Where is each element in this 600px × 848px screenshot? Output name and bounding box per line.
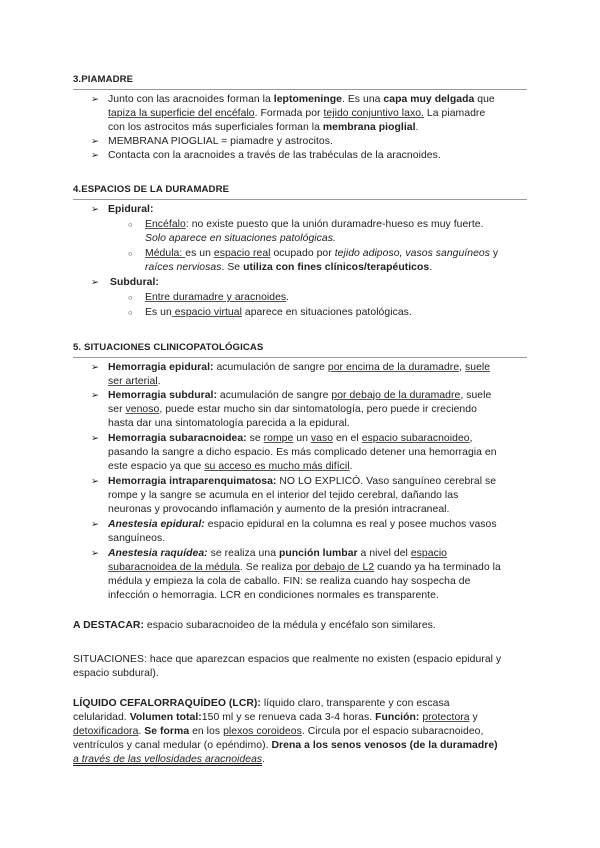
text-line: Hemorragia subaracnoidea: se rompe un vaso en el espacio subaracnoideo, [108, 433, 473, 444]
text-line: Hemorragia intraparenquimatosa: NO LO EXPLICÓ. Vaso sanguíneo cerebral se [108, 476, 497, 487]
arrow-bullet-icon: ➢ [91, 476, 99, 487]
text-line: con los astrocitos más superficiales forman la membrana pioglial. [108, 122, 419, 133]
text-line: Junto con las aracnoides forman la leptomeninge. Es una capa muy delgada que [108, 94, 495, 105]
text-line: tapiza la superficie del encéfalo. Formada por tejido conjuntivo laxo. La piamadre [108, 108, 486, 119]
circle-bullet-icon: ○ [128, 220, 133, 229]
arrow-bullet-icon: ➢ [91, 519, 99, 530]
text-line: ser venoso, puede estar mucho sin dar sintomatología, pero puede ir creciendo [108, 404, 477, 415]
text-line: raíces nerviosas. Se utiliza con fines clínicos/terapéuticos. [145, 262, 433, 273]
subheading-subdural: Subdural: [110, 277, 159, 288]
arrow-bullet-icon: ➢ [91, 204, 99, 215]
destacar-paragraph: A DESTACAR: espacio subaracnoideo de la médula y encéfalo son similares. [73, 620, 436, 631]
text-line: Hemorragia epidural: acumulación de sangre por encima de la duramadre, suele [108, 362, 491, 373]
text-line: hasta dar una sintomatología parecida a la epidural. [108, 418, 350, 429]
text-line: Hemorragia subdural: acumulación de sangre por debajo de la duramadre, suele [108, 390, 492, 401]
text-line: SITUACIONES: hace que aparezcan espacios que realmente no existen (espacio epidural y [73, 654, 502, 665]
text-line: LÍQUIDO CEFALORRAQUÍDEO (LCR): líquido claro, transparente y con escasa [73, 698, 450, 709]
heading-rule [73, 357, 527, 358]
text-line: espacio subdural). [73, 668, 159, 679]
arrow-bullet-icon: ➢ [91, 94, 99, 105]
text-line: médula y empieza la cola de caballo. FIN: se realiza cuando hay sospecha de [108, 576, 471, 587]
text-line: subaracnoidea de la médula. Se realiza por debajo de L2 cuando ya ha terminado la [108, 562, 501, 573]
text-line: Entre duramadre y aracnoides. [145, 292, 290, 303]
text-line: pasando la sangre a dicho espacio. Es más complicado detener una hemorragia en [108, 447, 497, 458]
text-line: infección o hemorragia. LCR en condiciones normales es transparente. [108, 590, 439, 601]
heading-situaciones: 5. SITUACIONES CLINICOPATOLÓGICAS [73, 342, 264, 353]
text-line: celularidad. Volumen total:150 ml y se renueva cada 3-4 horas. Función: protectora y [73, 712, 478, 723]
text-line: este espacio ya que su acceso es mucho más difícil. [108, 461, 353, 472]
text-line: Médula: es un espacio real ocupado por tejido adiposo, vasos sanguíneos y [145, 248, 499, 259]
circle-bullet-icon: ○ [128, 249, 133, 258]
text-line: Encéfalo: no existe puesto que la unión duramadre-hueso es muy fuerte. [145, 219, 484, 230]
heading-piamadre: 3.PIAMADRE [73, 74, 134, 85]
heading-rule [73, 89, 527, 90]
text-line: ventrículos y canal medular (o epéndimo). Drena a los senos venosos (de la duramadre) [73, 740, 498, 751]
text-line: Es un espacio virtual aparece en situaciones patológicas. [145, 307, 412, 318]
arrow-bullet-icon: ➢ [91, 548, 99, 559]
arrow-bullet-icon: ➢ [91, 136, 99, 147]
arrow-bullet-icon: ➢ [91, 150, 99, 161]
circle-bullet-icon: ○ [128, 293, 133, 302]
arrow-bullet-icon: ➢ [91, 362, 99, 373]
text-line: a través de las vellosidades aracnoideas. [73, 754, 266, 765]
text-line: Solo aparece en situaciones patológicas. [145, 233, 336, 244]
text-line: detoxificadora. Se forma en los plexos coroideos. Circula por el espacio subaracnoideo, [73, 726, 484, 737]
text-line: MEMBRANA PIOGLIAL = piamadre y astrocitos. [108, 136, 333, 147]
text-line: ser arterial. [108, 376, 161, 387]
text-line: Contacta con la aracnoides a través de las trabéculas de la aracnoides. [108, 150, 441, 161]
subheading-epidural: Epidural: [108, 204, 154, 215]
text-line: Anestesia epidural: espacio epidural en la columna es real y posee muchos vasos [108, 519, 497, 530]
text-line: sanguíneos. [108, 533, 166, 544]
circle-bullet-icon: ○ [128, 308, 133, 317]
arrow-bullet-icon: ➢ [91, 390, 99, 401]
heading-espacios: 4.ESPACIOS DE LA DURAMADRE [73, 184, 230, 195]
arrow-bullet-icon: ➢ [91, 433, 99, 444]
heading-rule [73, 199, 527, 200]
text-line: neuronas y provocando inflamación y aumento de la presión intracraneal. [108, 504, 450, 515]
arrow-bullet-icon: ➢ [91, 277, 99, 288]
text-line: Anestesia raquídea: se realiza una punción lumbar a nivel del espacio [108, 548, 448, 559]
text-line: rompe y la sangre se acumula en el interior del tejido cerebral, dañando las [108, 490, 459, 501]
